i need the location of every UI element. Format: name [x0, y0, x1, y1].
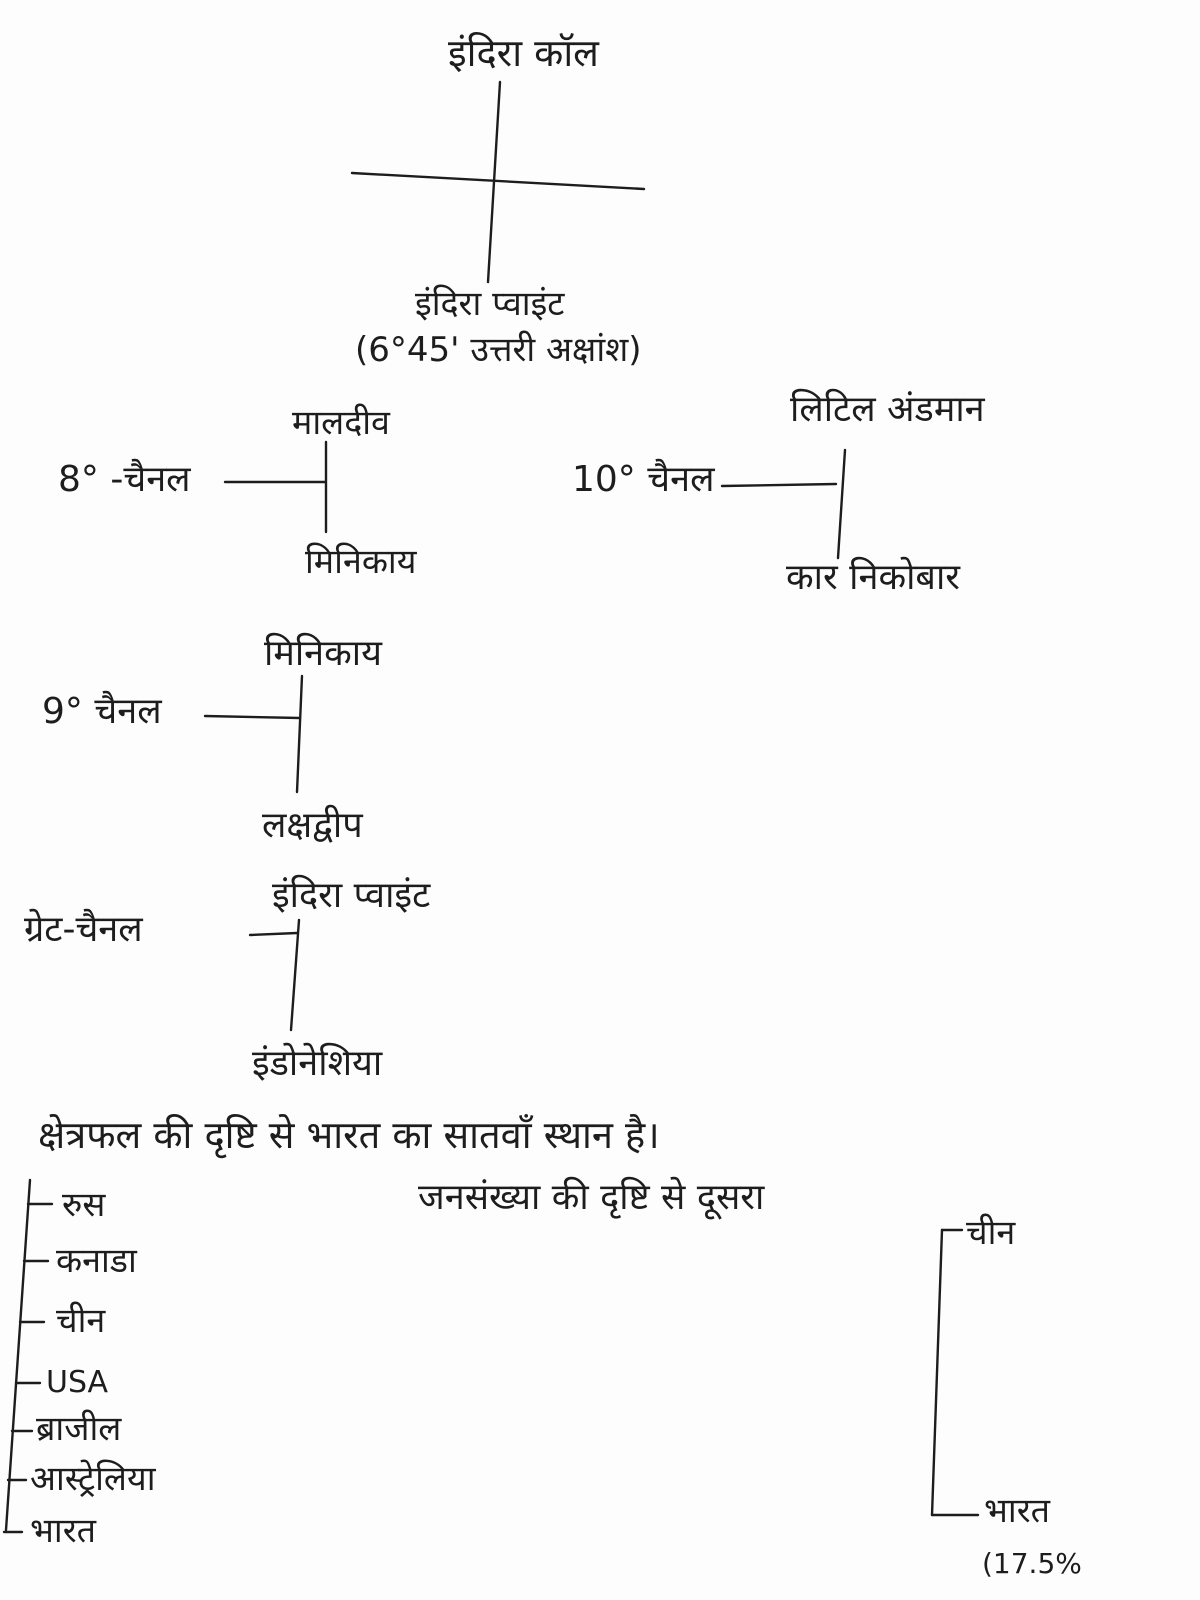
indira-col-horizontal-line — [352, 173, 644, 189]
ten-channel-label: 10° चैनल — [572, 459, 715, 500]
population-top: चीन — [966, 1213, 1016, 1253]
great-channel-label: ग्रेट-चैनल — [24, 909, 143, 950]
indira-point-label: इंदिरा प्वाइंट — [415, 284, 565, 324]
great-channel-bracket — [291, 920, 299, 1030]
area-list-bracket — [6, 1180, 30, 1530]
nine-channel-bracket — [297, 676, 302, 792]
area-item-2: कनाडा — [56, 1241, 137, 1281]
nine-channel-label: 9° चैनल — [42, 691, 162, 732]
area-item-1: रुस — [62, 1185, 106, 1225]
great-channel-bottom: इंडोनेशिया — [252, 1043, 383, 1084]
population-percent: (17.5% — [982, 1547, 1082, 1580]
indira-col-title: इंदिरा कॉल — [448, 31, 599, 75]
area-item-5: ब्राजील — [36, 1409, 122, 1449]
area-item-3: चीन — [56, 1301, 106, 1341]
population-bottom: भारत — [984, 1491, 1050, 1531]
area-item-4: USA — [46, 1365, 109, 1400]
area-item-6: आस्ट्रेलिया — [30, 1459, 156, 1499]
area-sentence: क्षेत्रफल की दृष्टि से भारत का सातवाँ स्थान है। — [38, 1113, 660, 1157]
ten-channel-bracket — [838, 450, 845, 558]
eight-channel-top: मालदीव — [292, 403, 390, 443]
great-channel-top: इंदिरा प्वाइंट — [272, 875, 431, 916]
ten-channel-connector — [722, 484, 836, 486]
nine-channel-connector — [205, 716, 300, 718]
nine-channel-top: मिनिकाय — [264, 633, 383, 674]
nine-channel-bottom: लक्षद्वीप — [262, 805, 363, 846]
great-channel-connector — [250, 933, 297, 935]
indira-point-coordinate: (6°45' उत्तरी अक्षांश) — [355, 330, 642, 370]
population-bracket — [932, 1230, 942, 1515]
ten-channel-bottom: कार निकोबार — [786, 557, 961, 598]
eight-channel-label: 8° -चैनल — [58, 459, 191, 500]
population-sentence: जनसंख्या की दृष्टि से दूसरा — [418, 1177, 765, 1218]
eight-channel-bottom: मिनिकाय — [305, 542, 417, 582]
ten-channel-top: लिटिल अंडमान — [790, 389, 985, 430]
area-item-7: भारत — [30, 1511, 96, 1551]
